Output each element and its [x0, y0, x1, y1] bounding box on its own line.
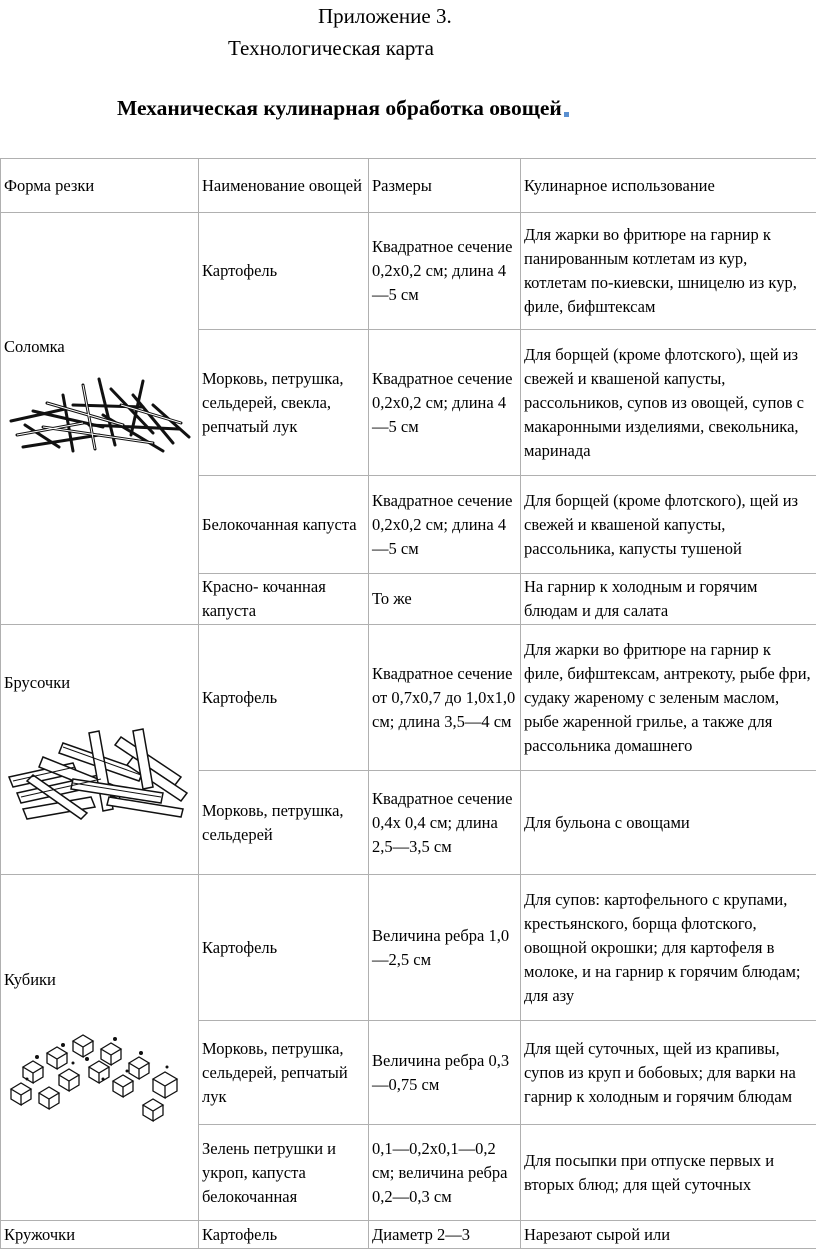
table-row — [1, 1221, 816, 1249]
bars-icon — [3, 717, 195, 823]
veg-cell: Картофель — [199, 1221, 369, 1249]
size-cell: Величина ребра 1,0—2,5 см — [369, 875, 521, 1021]
use-cell: Нарезают сырой или — [521, 1221, 816, 1249]
form-cell-julienne — [1, 213, 199, 625]
card-label: Технологическая карта — [228, 36, 434, 60]
veg-cell: Белокочанная капуста — [199, 476, 369, 574]
size-cell: То же — [369, 574, 521, 625]
size-cell: Диаметр 2—3 — [369, 1221, 521, 1249]
size-cell: Квадратное сечение 0,2х0,2 см; длина 4—5 см — [369, 476, 521, 574]
appendix-label: Приложение 3. — [318, 4, 452, 28]
form-cell-bars — [1, 625, 199, 875]
page-title — [117, 96, 569, 121]
header-cell: Кулинарное использование — [521, 159, 816, 213]
veg-cell: Картофель — [199, 213, 369, 330]
form-label: Соломка — [4, 337, 65, 356]
header-cell: Форма резки — [1, 159, 199, 213]
use-cell: На гарнир к холодным и горячим блюдам и для салата — [521, 574, 816, 625]
size-cell: Квадратное сечение 0,4х 0,4 см; длина 2,5—3,5 см — [369, 771, 521, 875]
table-row — [1, 625, 816, 771]
form-label: Брусочки — [4, 673, 71, 692]
title-text: Механическая кулинарная обработка овощей — [117, 96, 562, 120]
form-cell-rounds: Кружочки — [1, 1221, 199, 1249]
veg-cell: Морковь, петрушка, сельдерей, свекла, репчатый лук — [199, 330, 369, 476]
veg-cell: Картофель — [199, 625, 369, 771]
julienne-sticks-icon — [3, 365, 195, 461]
use-cell: Для жарки во фритюре на гарнир к панированным котлетам из кур, котлетам по-киевски, шницелю из кур, филе, бифштексам — [521, 213, 816, 330]
table-header-row — [1, 159, 816, 213]
size-cell: 0,1—0,2х0,1—0,2 см; величина ребра 0,2—0,3 см — [369, 1125, 521, 1221]
header-cell: Наименование овощей — [199, 159, 369, 213]
veg-cell: Картофель — [199, 875, 369, 1021]
table-row — [1, 213, 816, 330]
use-cell: Для супов: картофельного с крупами, крестьянского, борща флотского, овощной окрошки; для картофеля в молоке, и на гарнир к горячим блюдам; для азу — [521, 875, 816, 1021]
veg-cell: Красно- кочанная капуста — [199, 574, 369, 625]
use-cell: Для жарки во фритюре на гарнир к филе, бифштексам, антрекоту, рыбе фри, судаку жареному с зеленым маслом, рыбе жаренной грилье, а также для рассольника домашнего — [521, 625, 816, 771]
size-cell: Квадратное сечение 0,2х0,2 см; длина 4—5 см — [369, 213, 521, 330]
header-cell: Размеры — [369, 159, 521, 213]
size-cell: Квадратное сечение 0,2х0,2 см; длина 4—5 см — [369, 330, 521, 476]
use-cell: Для борщей (кроме флотского), щей из свежей и квашеной капусты, рассольника, капусты тушеной — [521, 476, 816, 574]
veg-cell: Морковь, петрушка, сельдерей — [199, 771, 369, 875]
use-cell: Для щей суточных, щей из крапивы, супов из круп и бобовых; для варки на гарнир к холодным и горячим блюдам — [521, 1021, 816, 1125]
processing-table — [0, 158, 816, 1249]
veg-cell: Морковь, петрушка, сельдерей, репчатый лук — [199, 1021, 369, 1125]
use-cell: Для борщей (кроме флотского), щей из свежей и квашеной капусты, рассольников, супов из овощей, супов с макаронными изделиями, свекольника, маринада — [521, 330, 816, 476]
cubes-icon — [3, 1017, 195, 1127]
size-cell: Величина ребра 0,3—0,75 см — [369, 1021, 521, 1125]
form-cell-cubes — [1, 875, 199, 1221]
size-cell: Квадратное сечение от 0,7х0,7 до 1,0х1,0 см; длина 3,5—4 см — [369, 625, 521, 771]
form-label: Кубики — [4, 970, 56, 989]
use-cell: Для бульона с овощами — [521, 771, 816, 875]
table-row — [1, 875, 816, 1021]
cursor-dot — [564, 112, 569, 117]
use-cell: Для посыпки при отпуске первых и вторых блюд; для щей суточных — [521, 1125, 816, 1221]
veg-cell: Зелень петрушки и укроп, капуста белокочанная — [199, 1125, 369, 1221]
